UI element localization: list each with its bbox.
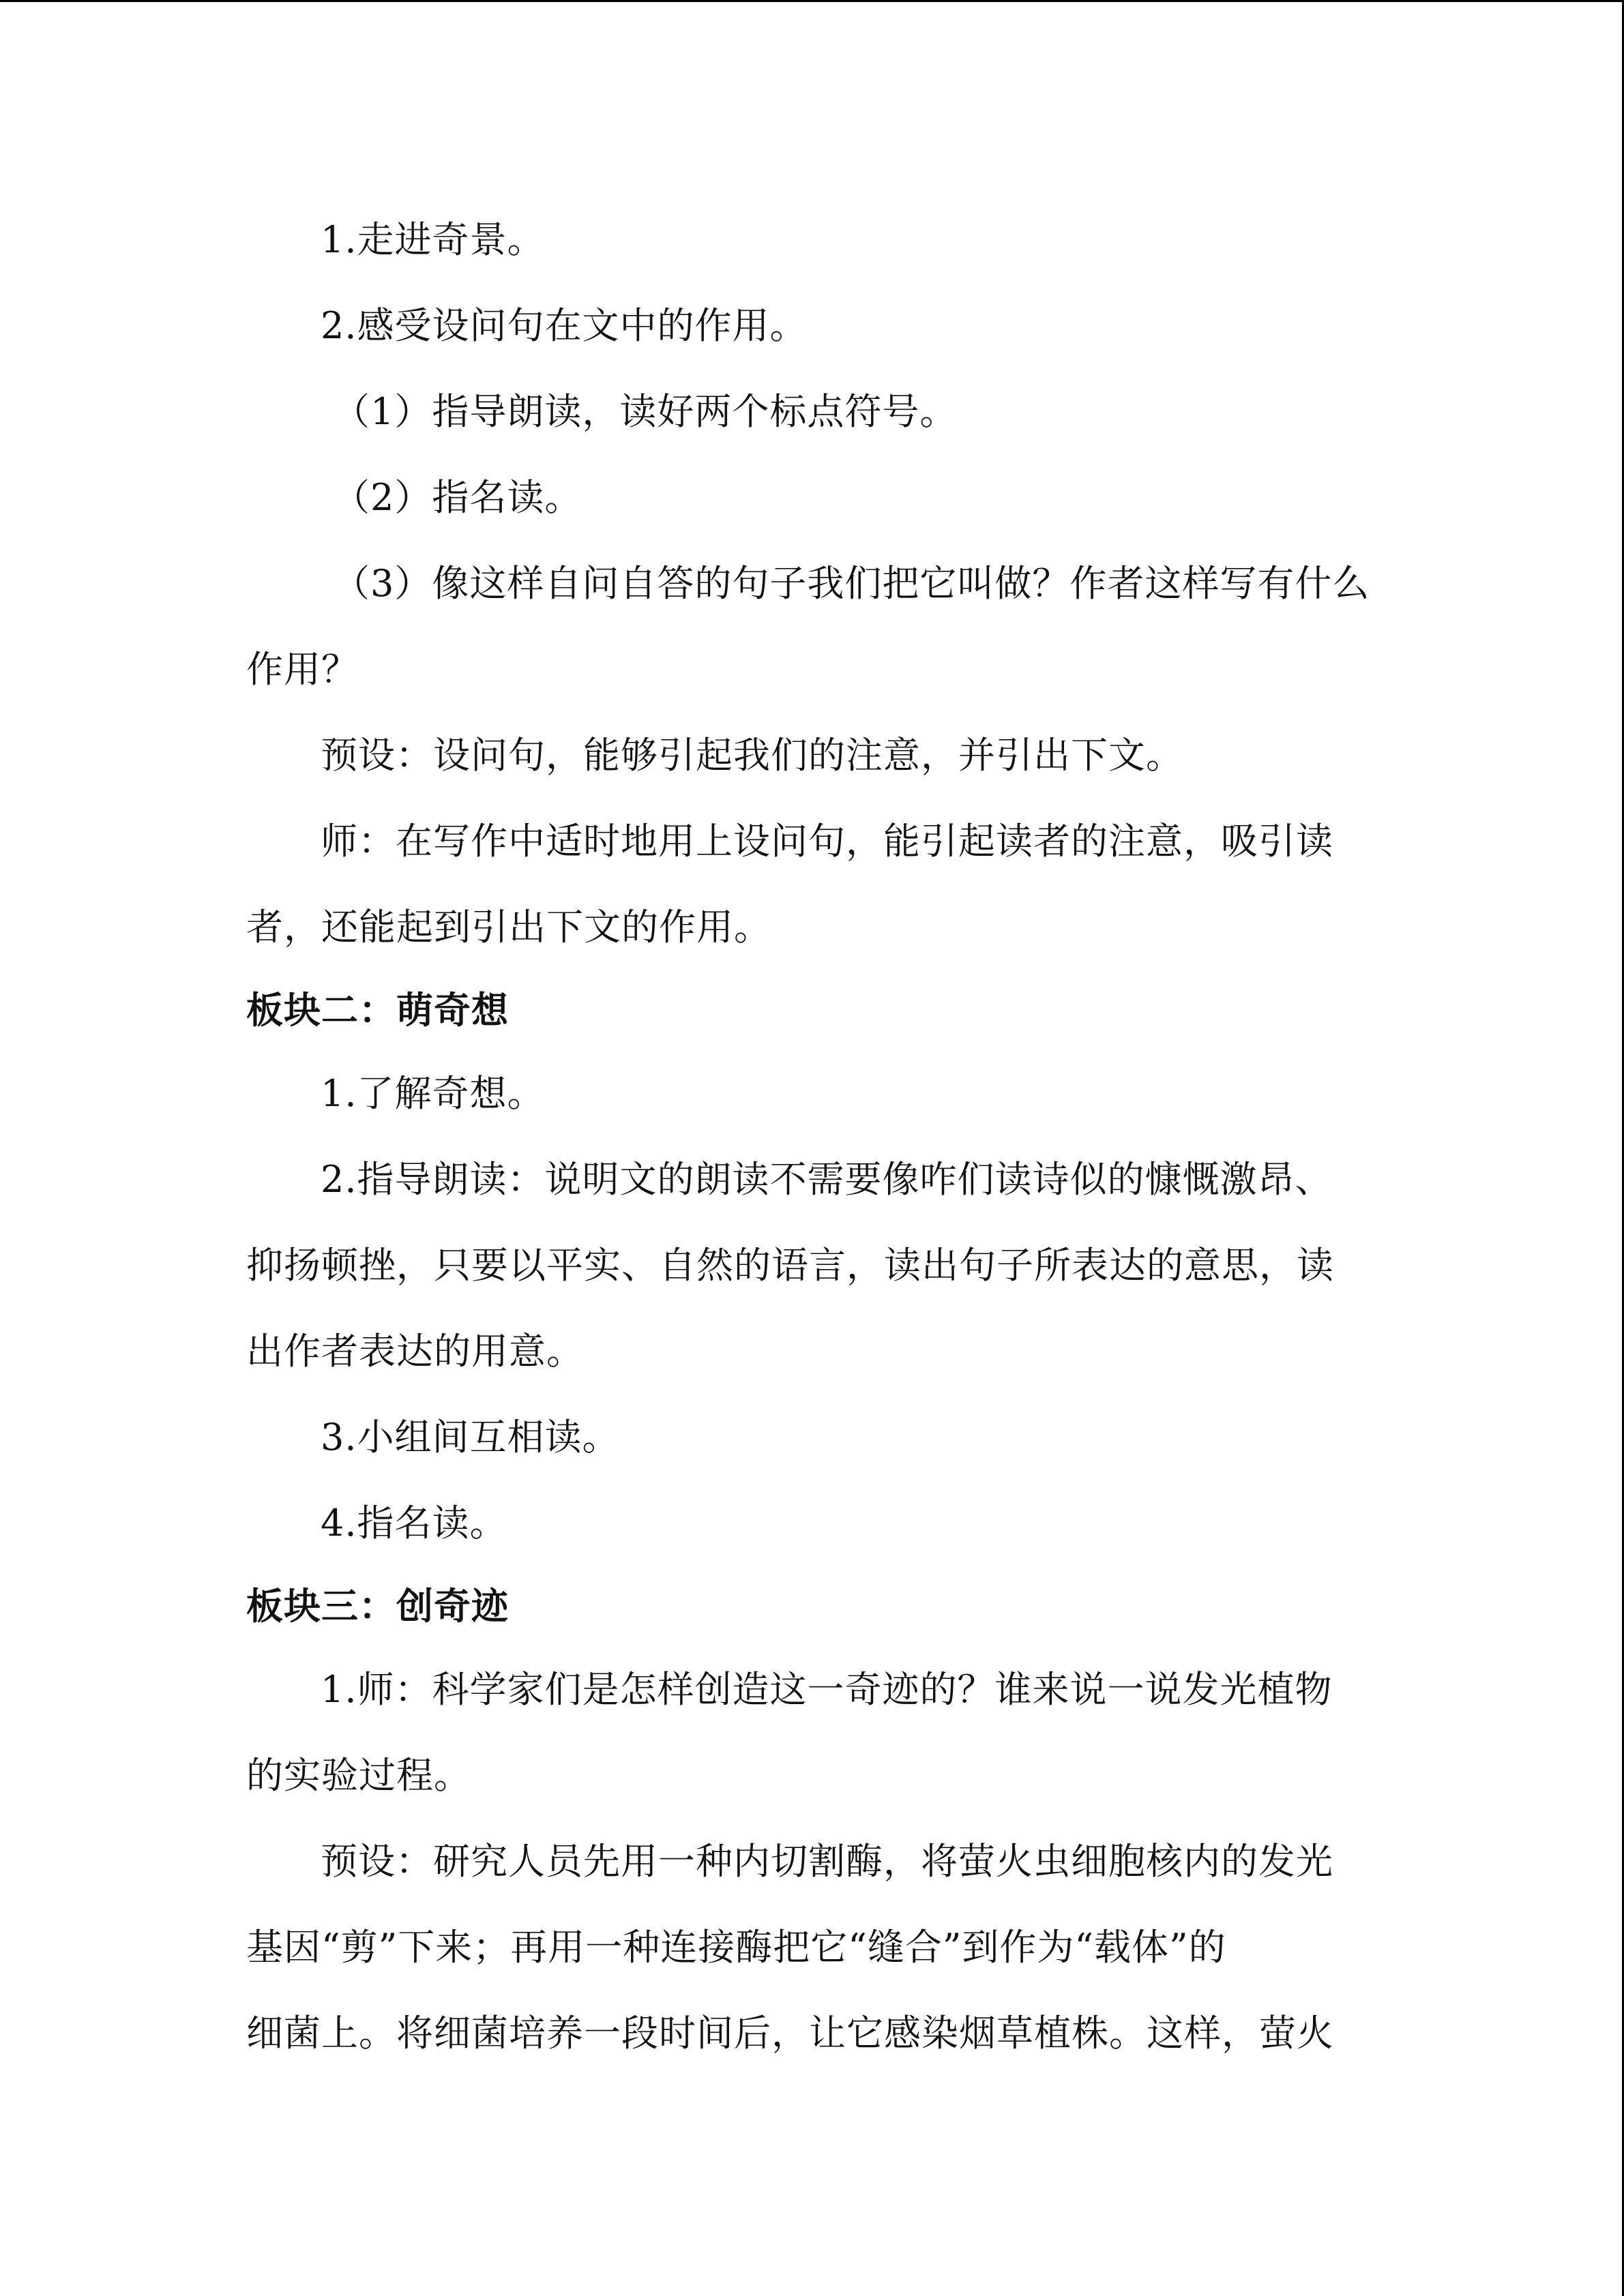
step-guided-reading-line-3: 出作者表达的用意。 [246, 1330, 584, 1373]
step-teacher-question-line-1: 1.师：科学家们是怎样创造这一奇迹的？谁来说一说发光植物 [321, 1668, 1333, 1711]
preset-experiment-line-3: 细菌上。将细菌培养一段时间后，让它感染烟草植株。这样，萤火 [246, 2012, 1334, 2055]
step-rhetorical-question: 2.感受设问句在文中的作用。 [321, 304, 808, 347]
step-guided-reading-line-1: 2.指导朗读：说明文的朗读不需要像咋们读诗似的慷慨激昂、 [321, 1158, 1333, 1201]
preset-experiment-line-2: 基因“剪”下来；再用一种连接酶把它“缝合”到作为“载体”的 [246, 1926, 1226, 1969]
teacher-note-line-1: 师：在写作中适时地用上设问句，能引起读者的注意，吸引读 [321, 820, 1333, 863]
step-enter-scenery: 1.走进奇景。 [321, 218, 545, 261]
teacher-note-line-2: 者，还能起到引出下文的作用。 [246, 906, 771, 949]
substep-guided-reading: （1）指导朗读，读好两个标点符号。 [333, 390, 958, 433]
step-guided-reading-line-2: 抑扬顿挫，只要以平实、自然的语言，读出句子所表达的意思，读 [246, 1244, 1334, 1287]
step-group-reading: 3.小组间互相读。 [321, 1416, 620, 1459]
preset-experiment-line-1: 预设：研究人员先用一种内切割酶，将萤火虫细胞核内的发光 [321, 1840, 1333, 1883]
step-understand-idea: 1.了解奇想。 [321, 1072, 545, 1115]
substep-question-line-1: （3）像这样自问自答的句子我们把它叫做？作者这样写有什么 [333, 562, 1370, 605]
substep-named-reading: （2）指名读。 [333, 476, 582, 519]
section-heading-3: 板块三：创奇迹 [246, 1585, 509, 1628]
section-heading-2: 板块二：萌奇想 [246, 989, 509, 1032]
step-teacher-question-line-2: 的实验过程。 [246, 1754, 471, 1797]
substep-question-line-2: 作用？ [246, 648, 359, 691]
preset-answer: 预设：设问句，能够引起我们的注意，并引出下文。 [321, 734, 1183, 777]
step-named-reading: 4.指名读。 [321, 1502, 507, 1545]
